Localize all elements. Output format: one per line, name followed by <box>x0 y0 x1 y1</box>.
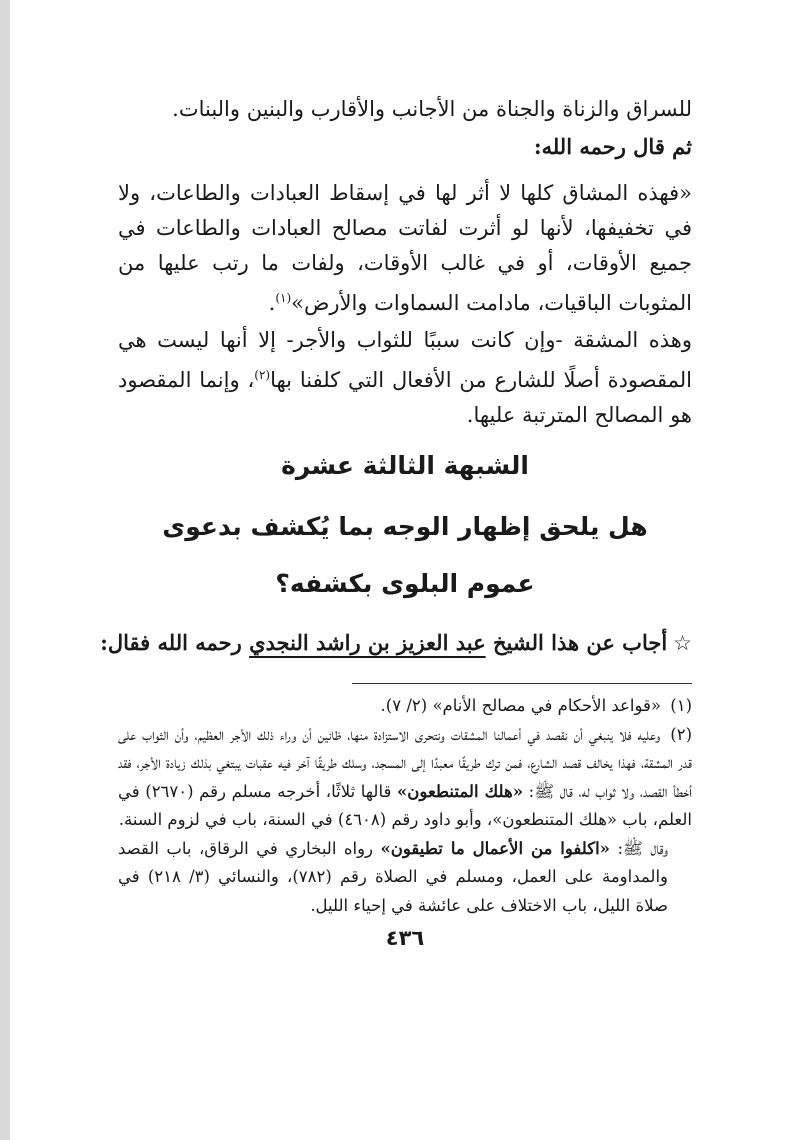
quote-text: «فهذه المشاق كلها لا أثر لها في إسقاط العبادات والطاعات، ولا في تخفيفها، لأنها لو أثرت لفاتت مصالح العبادات والطاعات في جميع الأوقات، أو في غالب الأوقات، ولفات ما رتب عليها من المثوبات الباقيات، مادامت السماوات والأرض» <box>118 181 693 315</box>
footnote-2-text-4: رواه البخاري في الرقاق، باب القصد والمداومة على العمل، ومسلم في الصلاة رقم (٧٨٢)، والنسائي (٣/ ٢١٨) في صلاة الليل، باب الاختلاف على عائشة في إحياء الليل. <box>118 838 669 915</box>
body-paragraph-2 <box>118 323 692 433</box>
footnote-ref-2: (٢) <box>254 368 271 382</box>
footnote-2-continued <box>118 835 692 921</box>
answer-scholar-name: عبد العزيز بن راشد النجدي <box>249 630 486 655</box>
footnote-2-text-2: قالها ثلاثًا، أخرجه مسلم رقم (٢٦٧٠) في العلم، باب «هلك المتنطعون»، وأبو داود رقم (٤٦٠٨) في السنة، باب في لزوم السنة. <box>118 781 692 829</box>
footnote-2-text-3: وقال ﷺ: <box>617 838 668 858</box>
page-number: ٤٣٦ <box>385 926 425 950</box>
section-title: الشبهة الثالثة عشرة <box>281 451 529 480</box>
section-question-line-1: هل يلحق إظهار الوجه بما يُكشف بدعوى <box>162 512 648 541</box>
footnote-divider <box>352 683 692 684</box>
footnote-2-hadith-1: «هلك المتنطعون» <box>396 781 524 801</box>
intro-line: ثم قال رحمه الله: <box>533 134 692 159</box>
footnote-2-number: (٢) <box>670 724 692 744</box>
body-line: للسراق والزناة والجناة من الأجانب والأقارب والبنين والبنات. <box>172 97 692 121</box>
footnote-1-number: (١) <box>670 696 692 715</box>
footnote-2-text-1: وعليه فلا ينبغي أن نقصد في أعمالنا المشقات ونتحرى الاستزادة منها، ظانين أن وراء ذلك الأجر العظيم، وأن الثواب على قدر المشقة، فهذا يخالف قصد الشارع، فمن ترك طريقًا معبدًا إلى المسجد، وسلك طريقًا آخر فيه عقبات يبتغي بذلك زيادة الأجر، فقد أخطأ القصد، ولا ثواب له، قال ﷺ: <box>118 724 693 801</box>
answer-suffix: رحمه الله فقال: <box>100 630 242 655</box>
para2-text-a: وهذه المشقة -وإن كانت سببًا للثواب والأجر- إلا أنها ليست هي المقصودة أصلًا للشارع من الأفعال التي كلفنا بها <box>118 328 692 392</box>
section-question-line-2: عموم البلوى بكشفه؟ <box>275 569 535 598</box>
answer-line <box>100 624 692 662</box>
answer-prefix: أجاب عن هذا الشيخ <box>492 630 668 655</box>
footnote-1 <box>118 692 692 721</box>
footnote-2-hadith-2: «اكلفوا من الأعمال ما تطيقون» <box>380 838 610 858</box>
star-icon: ☆ <box>673 631 692 655</box>
footnote-2 <box>118 721 692 835</box>
footnote-ref-1: (١) <box>275 291 292 305</box>
footnote-1-text: «قواعد الأحكام في مصالح الأنام» (٢/ ٧). <box>380 696 661 715</box>
page-content <box>100 92 693 950</box>
quote-paragraph: «فهذه المشاق كلها لا أثر لها في إسقاط العبادات والطاعات، ولا في تخفيفها، لأنها لو أثرت لفاتت مصالح العبادات والطاعات في جميع الأوقات، أو في غالب الأوقات، ولفات ما رتب عليها من المثوبات الباقيات، مادامت السماوات والأرض»$^{(١)}$. <box>118 181 693 315</box>
para2-text-b: ، وإنما المقصود هو المصالح المترتبة عليها. <box>118 368 692 427</box>
